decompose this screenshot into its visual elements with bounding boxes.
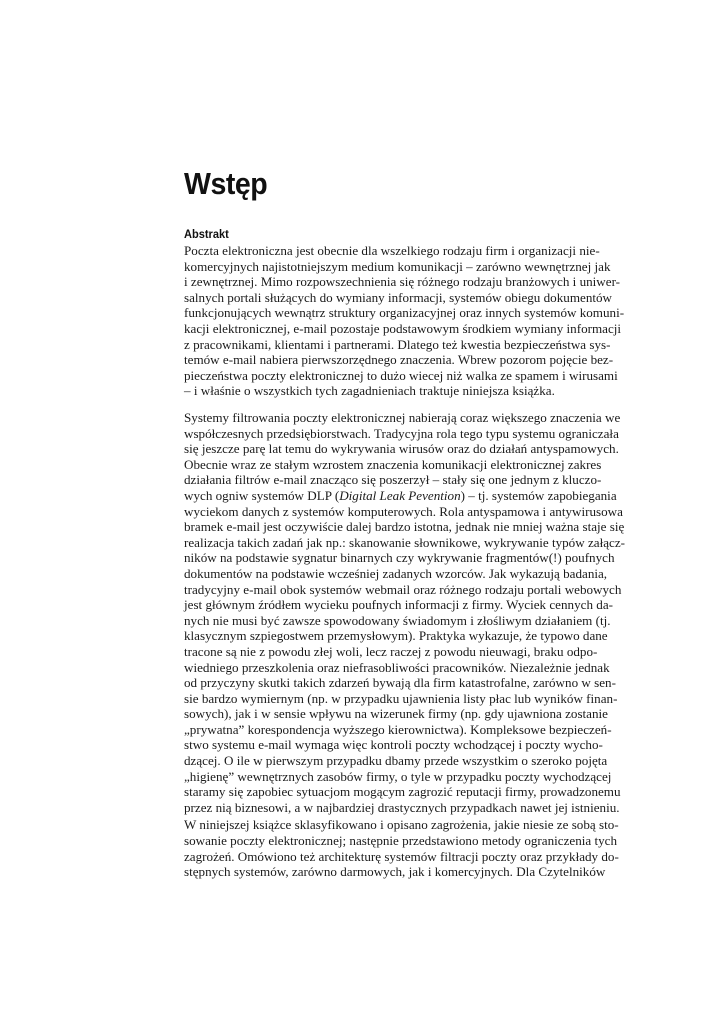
body-line: dzącej. O ile w pierwszym przypadku dbamy przede wszystkim o szeroko pojęta xyxy=(184,753,608,769)
body-line: przez nią biznesowi, a w najbardziej drastycznych przypadkach nawet jej istnieniu. xyxy=(184,799,620,815)
body-line: wyciekom danych z systemów komputerowych. Rola antyspamowa i antywirusowa xyxy=(184,503,623,519)
abstract-line: – i właśnie o wszystkich tych zagadnieniach traktuje niniejsza książka. xyxy=(184,383,555,399)
body-line: Obecnie wraz ze stałym wzrostem znaczenia komunikacji elektronicznej zakres xyxy=(184,456,602,472)
body-line: bramek e-mail jest oczywiście dalej bardzo istotna, jednak nie mniej ważna staje się xyxy=(184,519,625,535)
body-line: się jeszcze parę lat temu do wykrywania wirusów oraz do działań antyspamowych. xyxy=(184,441,619,457)
body-line: realizacja takich zadań jak np.: skanowanie słownikowe, wykrywanie typów załącz- xyxy=(184,534,626,550)
body-line: zagrożeń. Omówiono też architekturę systemów filtracji poczty oraz przykłady do- xyxy=(184,848,619,864)
body-line: W niniejszej książce sklasyfikowano i opisano zagrożenia, jakie niesie ze sobą sto- xyxy=(184,817,619,833)
body-line: tradycyjny e-mail obok systemów webmail oraz różnego rodzaju portali webowych xyxy=(184,581,622,597)
body-line: wiedniego przeszkolenia oraz niefrasobliwości pracowników. Niezależnie jednak xyxy=(184,659,610,675)
body-line-text: wych ogniw systemów DLP ( xyxy=(184,487,340,503)
body-line-dlp xyxy=(184,487,617,504)
body-line: tracone są nie z powodu złej woli, lecz raczej z powodu nieuwagi, braku odpo- xyxy=(184,643,598,659)
dlp-term: Digital Leak Pevention xyxy=(339,487,461,503)
abstract-line: i zewnętrznej. Mimo rozpowszechnienia się różnego rodzaju branżowych i uniwer- xyxy=(184,274,621,290)
body-line: sie bardzo wymiernym (np. w przypadku ujawnienia listy płac lub wyników finan- xyxy=(184,690,618,706)
abstract-line: komercyjnych najistotniejszym medium komunikacji – zarówno wewnętrznej jak xyxy=(184,258,611,274)
body-line: nych nie musi być zawsze spowodowany świadomym i złośliwym działaniem (tj. xyxy=(184,612,611,628)
body-line: staramy się zapobiec sytuacjom mogącym zagrozić reputacji firmy, prowadzonemu xyxy=(184,784,621,800)
body-line: współczesnych przedsiębiorstwach. Tradycyjna rola tego typu systemu ograniczała xyxy=(184,425,619,441)
body-line: ników na podstawie sygnatur binarnych czy wykrywanie fragmentów(!) poufnych xyxy=(184,550,615,566)
abstract-line: kacji elektronicznej, e-mail pozostaje podstawowym środkiem wymiany informacji xyxy=(184,320,622,336)
body-line: sowanie poczty elektronicznej; następnie przedstawiono metody ograniczenia tych xyxy=(184,833,618,849)
abstract-line: temów e-mail nabiera pierwszorzędnego znaczenia. Wbrew pozorom pojęcie bez- xyxy=(184,352,614,368)
chapter-title: Wstęp xyxy=(184,166,268,201)
abstract-line: pieczeństwa poczty elektronicznej to dużo wiecej niż walka ze spamem i wirusami xyxy=(184,367,618,383)
abstract-heading: Abstrakt xyxy=(184,227,229,241)
abstract-line: z pracownikami, klientami i partnerami. Dlatego też kwestia bezpieczeństwa sys- xyxy=(184,336,611,352)
body-line: „prywatna” korespondencja wyższego kierownictwa). Kompleksowe bezpieczeń- xyxy=(184,721,612,737)
abstract-line: salnych portali służących do wymiany informacji, systemów obiegu dokumentów xyxy=(184,289,613,305)
body-line: jest głównym źródłem wycieku poufnych informacji z firmy. Wyciek cennych da- xyxy=(184,597,613,613)
body-line: „higienę” wewnętrznych zasobów firmy, o tyle w przypadku poczty wychodzącej xyxy=(184,768,612,784)
abstract-line: Poczta elektroniczna jest obecnie dla wszelkiego rodzaju firm i organizacji nie- xyxy=(184,243,600,258)
body-line: Systemy filtrowania poczty elektronicznej nabierają coraz większego znaczenia we xyxy=(184,410,621,425)
body-line: stępnych systemów, zarówno darmowych, jak i komercyjnych. Dla Czytelników xyxy=(184,864,606,880)
body-line: od przyczyny skutki takich zdarzeń bywają dla firm katastrofalne, zarówno w sen- xyxy=(184,675,616,691)
body-line: stwo systemu e-mail wymaga więc kontroli poczty wchodzącej i poczty wycho- xyxy=(184,737,603,753)
body-line: klasycznym szpiegostwem przemysłowym). Praktyka wykazuje, że typowo dane xyxy=(184,628,608,644)
body-line-text: ) – tj. systemów zapobiegania xyxy=(460,487,617,503)
body-line: dokumentów na podstawie wcześniej zadanych wzorców. Jak wykazują badania, xyxy=(184,565,608,581)
body-line: sowych), jak i w sensie wpływu na wizerunek firmy (np. gdy ujawniona zostanie xyxy=(184,706,608,722)
paragraph-2 xyxy=(184,817,619,880)
abstract-text xyxy=(184,243,625,399)
body-text xyxy=(184,410,626,880)
abstract-line: funkcjonujących wewnątrz struktury organizacyjnej oraz innych systemów komuni- xyxy=(184,305,625,321)
body-line: działania filtrów e-mail znacząco się poszerzył – stały się one jednym z kluczo- xyxy=(184,472,602,488)
